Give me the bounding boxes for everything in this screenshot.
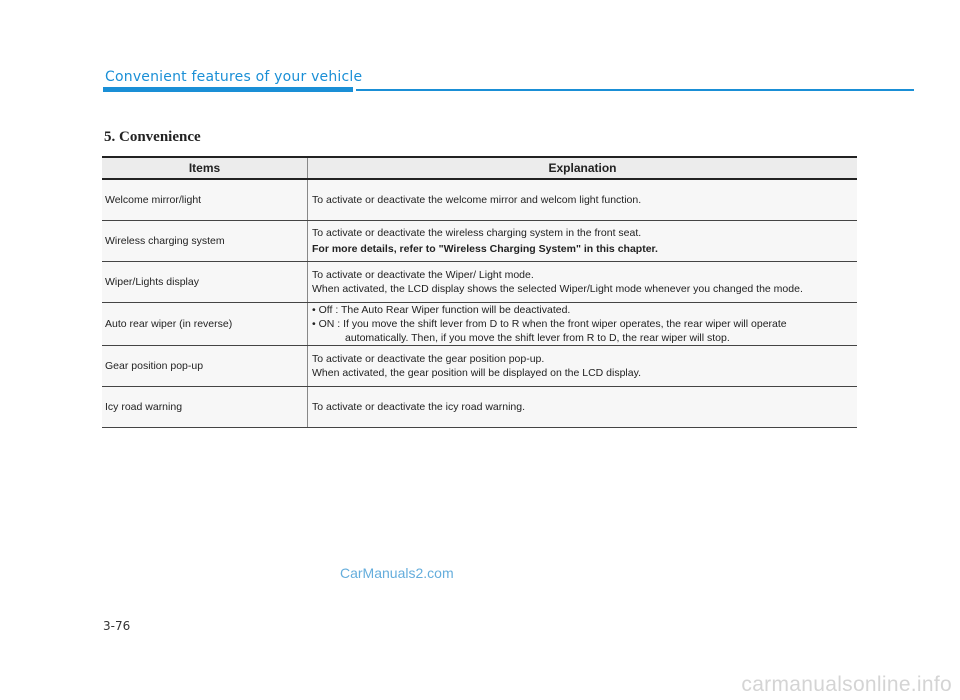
section-title: 5. Convenience <box>104 129 201 145</box>
header-rule <box>356 89 914 91</box>
row-item-label: Gear position pop-up <box>102 346 308 387</box>
header-accent-bar <box>103 87 353 92</box>
watermark-link[interactable]: CarManuals2.com <box>340 565 454 581</box>
row-explanation <box>308 387 858 428</box>
explanation-line: • ON : If you move the shift lever from D to R when the front wiper operates, the rear wiper will operate <box>312 318 787 330</box>
explanation-indented-line: automatically. Then, if you move the shift lever from R to D, the rear wiper will stop. <box>345 332 730 344</box>
footer-brand-watermark: carmanualsonline.info <box>741 673 952 696</box>
explanation-line: To activate or deactivate the Wiper/ Light mode. <box>312 269 534 281</box>
row-explanation <box>308 262 858 303</box>
explanation-line: • Off : The Auto Rear Wiper function will be deactivated. <box>312 304 571 316</box>
row-explanation <box>308 179 858 221</box>
explanation-line: To activate or deactivate the gear position pop-up. <box>312 353 545 365</box>
row-item-label: Auto rear wiper (in reverse) <box>102 303 308 346</box>
row-explanation <box>308 221 858 262</box>
row-item-label: Wireless charging system <box>102 221 308 262</box>
table-row <box>102 387 857 428</box>
column-header-items: Items <box>102 157 308 179</box>
explanation-line: To activate or deactivate the icy road warning. <box>312 401 526 413</box>
table-row <box>102 346 857 387</box>
convenience-table <box>102 156 857 428</box>
column-header-explanation: Explanation <box>308 157 858 179</box>
explanation-bold-note: For more details, refer to "Wireless Charging System" in this chapter. <box>312 243 658 255</box>
explanation-line: When activated, the gear position will be displayed on the LCD display. <box>312 367 641 379</box>
row-item-label: Wiper/Lights display <box>102 262 308 303</box>
explanation-line: To activate or deactivate the welcome mirror and welcom light function. <box>312 194 642 206</box>
explanation-line: When activated, the LCD display shows the selected Wiper/Light mode whenever you changed the mode. <box>312 283 803 295</box>
table-row <box>102 179 857 221</box>
explanation-line: To activate or deactivate the wireless charging system in the front seat. <box>312 227 642 239</box>
row-item-label: Welcome mirror/light <box>102 179 308 221</box>
table-row <box>102 221 857 262</box>
table-row <box>102 303 857 346</box>
row-explanation <box>308 346 858 387</box>
table-header-row <box>102 157 857 179</box>
page-number: 3-76 <box>103 619 131 633</box>
chapter-header-title: Convenient features of your vehicle <box>105 69 363 85</box>
row-item-label: Icy road warning <box>102 387 308 428</box>
row-explanation <box>308 303 858 346</box>
table-row <box>102 262 857 303</box>
